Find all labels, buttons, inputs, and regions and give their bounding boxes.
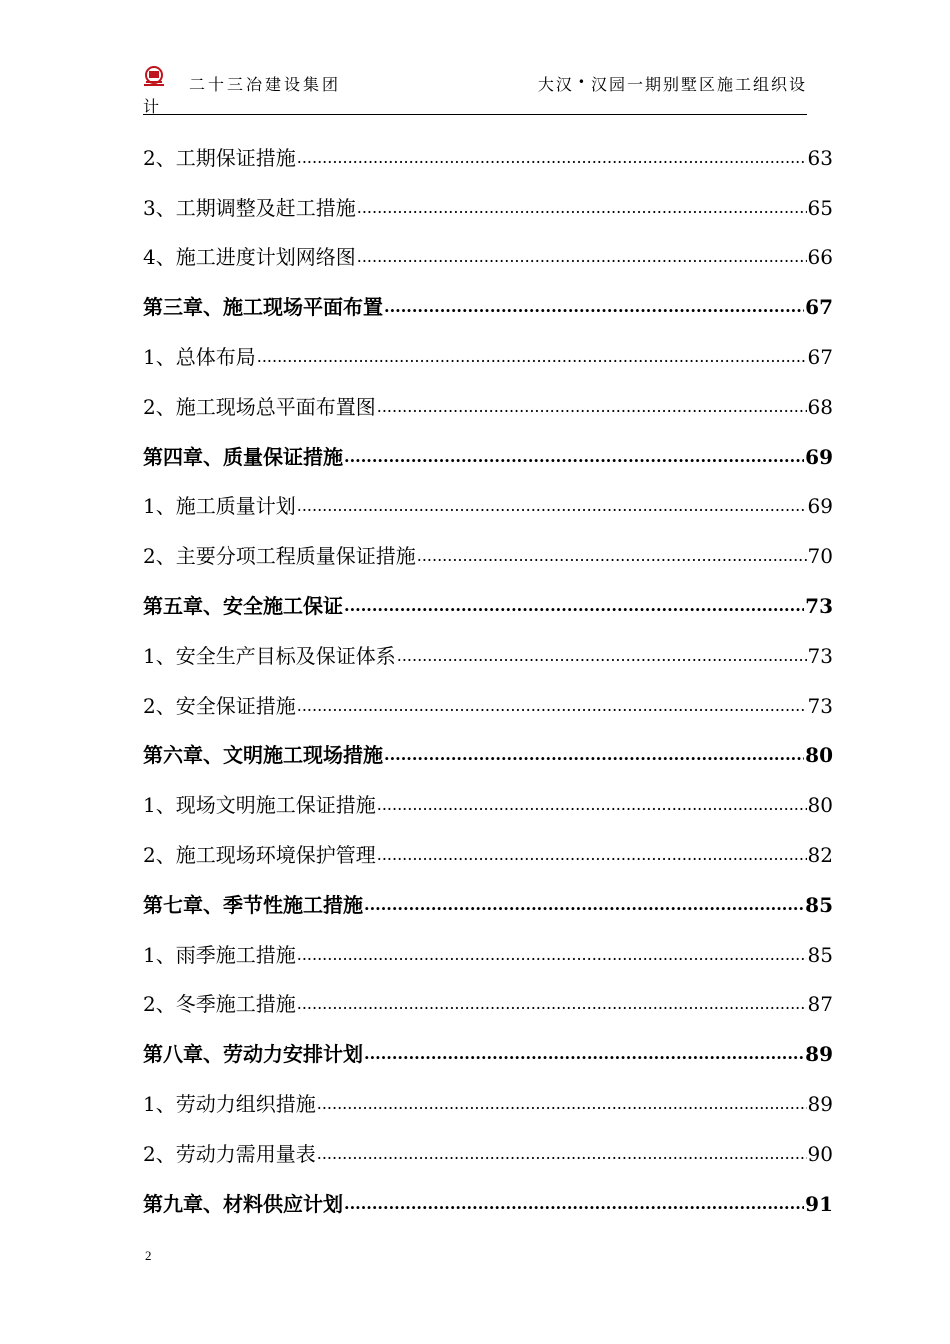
project-title-wrap: 计: [143, 97, 160, 116]
toc-entry-page: 90: [807, 1141, 833, 1166]
toc-entry-page: 80: [807, 793, 833, 818]
toc-section-entry[interactable]: [143, 777, 833, 827]
project-title-part1: 大汉: [537, 75, 574, 94]
toc-entry-page: 85: [805, 892, 833, 917]
toc-dot-leader: [357, 186, 807, 230]
company-name: 二十三冶建设集团: [189, 75, 342, 94]
toc-dot-leader: [377, 783, 807, 827]
toc-dot-leader: [364, 1032, 804, 1076]
toc-dot-leader: [317, 1082, 807, 1126]
toc-entry-page: 73: [807, 643, 833, 668]
table-of-contents: [143, 130, 833, 1226]
toc-entry-page: 91: [805, 1191, 833, 1216]
toc-section-entry[interactable]: [143, 628, 833, 678]
toc-section-entry[interactable]: [143, 230, 833, 280]
toc-dot-leader: [417, 534, 807, 578]
toc-section-entry[interactable]: [143, 379, 833, 429]
toc-entry-page: 65: [807, 195, 833, 220]
toc-dot-leader: [344, 584, 804, 628]
toc-section-entry[interactable]: [143, 130, 833, 180]
toc-entry-page: 89: [807, 1091, 833, 1116]
toc-entry-title: 第三章、施工现场平面布置: [143, 295, 383, 320]
toc-chapter-entry[interactable]: [143, 877, 833, 927]
toc-dot-leader: [297, 933, 807, 977]
toc-entry-page: 82: [807, 842, 833, 867]
toc-section-entry[interactable]: [143, 1126, 833, 1176]
toc-dot-leader: [297, 982, 807, 1026]
toc-entry-page: 66: [807, 245, 833, 270]
toc-section-entry[interactable]: [143, 927, 833, 977]
toc-entry-title: 2、冬季施工措施: [143, 992, 296, 1017]
toc-entry-title: 1、现场文明施工保证措施: [143, 793, 376, 818]
toc-entry-title: 4、施工进度计划网络图: [143, 245, 356, 270]
toc-entry-title: 第六章、文明施工现场措施: [143, 743, 383, 768]
toc-entry-page: 69: [805, 444, 833, 469]
toc-entry-title: 1、雨季施工措施: [143, 942, 296, 967]
toc-entry-title: 第五章、安全施工保证: [143, 593, 343, 618]
toc-section-entry[interactable]: [143, 1076, 833, 1126]
toc-dot-leader: [344, 1182, 804, 1226]
company-logo-icon: [143, 66, 165, 88]
toc-entry-page: 85: [807, 942, 833, 967]
bullet-dot: •: [577, 75, 587, 89]
toc-entry-title: 2、主要分项工程质量保证措施: [143, 544, 416, 569]
toc-dot-leader: [364, 883, 804, 927]
page-header: [143, 66, 807, 115]
toc-section-entry[interactable]: [143, 977, 833, 1027]
toc-chapter-entry[interactable]: [143, 1176, 833, 1226]
toc-entry-title: 2、施工现场总平面布置图: [143, 394, 376, 419]
toc-chapter-entry[interactable]: [143, 728, 833, 778]
toc-section-entry[interactable]: [143, 827, 833, 877]
toc-dot-leader: [344, 435, 804, 479]
toc-section-entry[interactable]: [143, 180, 833, 230]
toc-entry-title: 第四章、质量保证措施: [143, 444, 343, 469]
toc-section-entry[interactable]: [143, 678, 833, 728]
toc-entry-page: 73: [807, 693, 833, 718]
toc-entry-title: 2、施工现场环境保护管理: [143, 842, 376, 867]
toc-entry-page: 63: [807, 145, 833, 170]
toc-entry-page: 87: [807, 992, 833, 1017]
toc-dot-leader: [377, 385, 807, 429]
toc-entry-title: 1、安全生产目标及保证体系: [143, 643, 396, 668]
toc-entry-title: 1、施工质量计划: [143, 494, 296, 519]
toc-chapter-entry[interactable]: [143, 1026, 833, 1076]
toc-dot-leader: [297, 484, 807, 528]
toc-entry-title: 2、工期保证措施: [143, 145, 296, 170]
toc-chapter-entry[interactable]: [143, 578, 833, 628]
toc-dot-leader: [317, 1132, 807, 1176]
toc-entry-page: 70: [807, 544, 833, 569]
toc-entry-title: 第九章、材料供应计划: [143, 1191, 343, 1216]
page-number: 2: [145, 1248, 152, 1263]
toc-dot-leader: [397, 634, 807, 678]
toc-section-entry[interactable]: [143, 329, 833, 379]
toc-entry-page: 69: [807, 494, 833, 519]
toc-dot-leader: [357, 235, 807, 279]
toc-entry-page: 89: [805, 1042, 833, 1067]
toc-chapter-entry[interactable]: [143, 429, 833, 479]
project-title: [538, 72, 807, 95]
toc-dot-leader: [297, 136, 807, 180]
toc-section-entry[interactable]: [143, 528, 833, 578]
toc-dot-leader: [377, 833, 807, 877]
toc-entry-title: 1、总体布局: [143, 344, 256, 369]
toc-entry-page: 67: [805, 295, 833, 320]
toc-dot-leader: [384, 285, 804, 329]
toc-entry-page: 68: [807, 394, 833, 419]
toc-dot-leader: [384, 733, 804, 777]
toc-entry-title: 1、劳动力组织措施: [143, 1091, 316, 1116]
toc-entry-title: 2、安全保证措施: [143, 693, 296, 718]
toc-entry-title: 2、劳动力需用量表: [143, 1141, 316, 1166]
toc-dot-leader: [257, 335, 807, 379]
toc-entry-page: 73: [805, 593, 833, 618]
toc-entry-title: 3、工期调整及赶工措施: [143, 195, 356, 220]
toc-dot-leader: [297, 684, 807, 728]
toc-entry-page: 80: [805, 743, 833, 768]
toc-entry-page: 67: [807, 344, 833, 369]
toc-entry-title: 第七章、季节性施工措施: [143, 892, 363, 917]
toc-chapter-entry[interactable]: [143, 279, 833, 329]
toc-section-entry[interactable]: [143, 479, 833, 529]
project-title-part2: 汉园一期别墅区施工组织设: [590, 75, 807, 94]
toc-entry-title: 第八章、劳动力安排计划: [143, 1042, 363, 1067]
